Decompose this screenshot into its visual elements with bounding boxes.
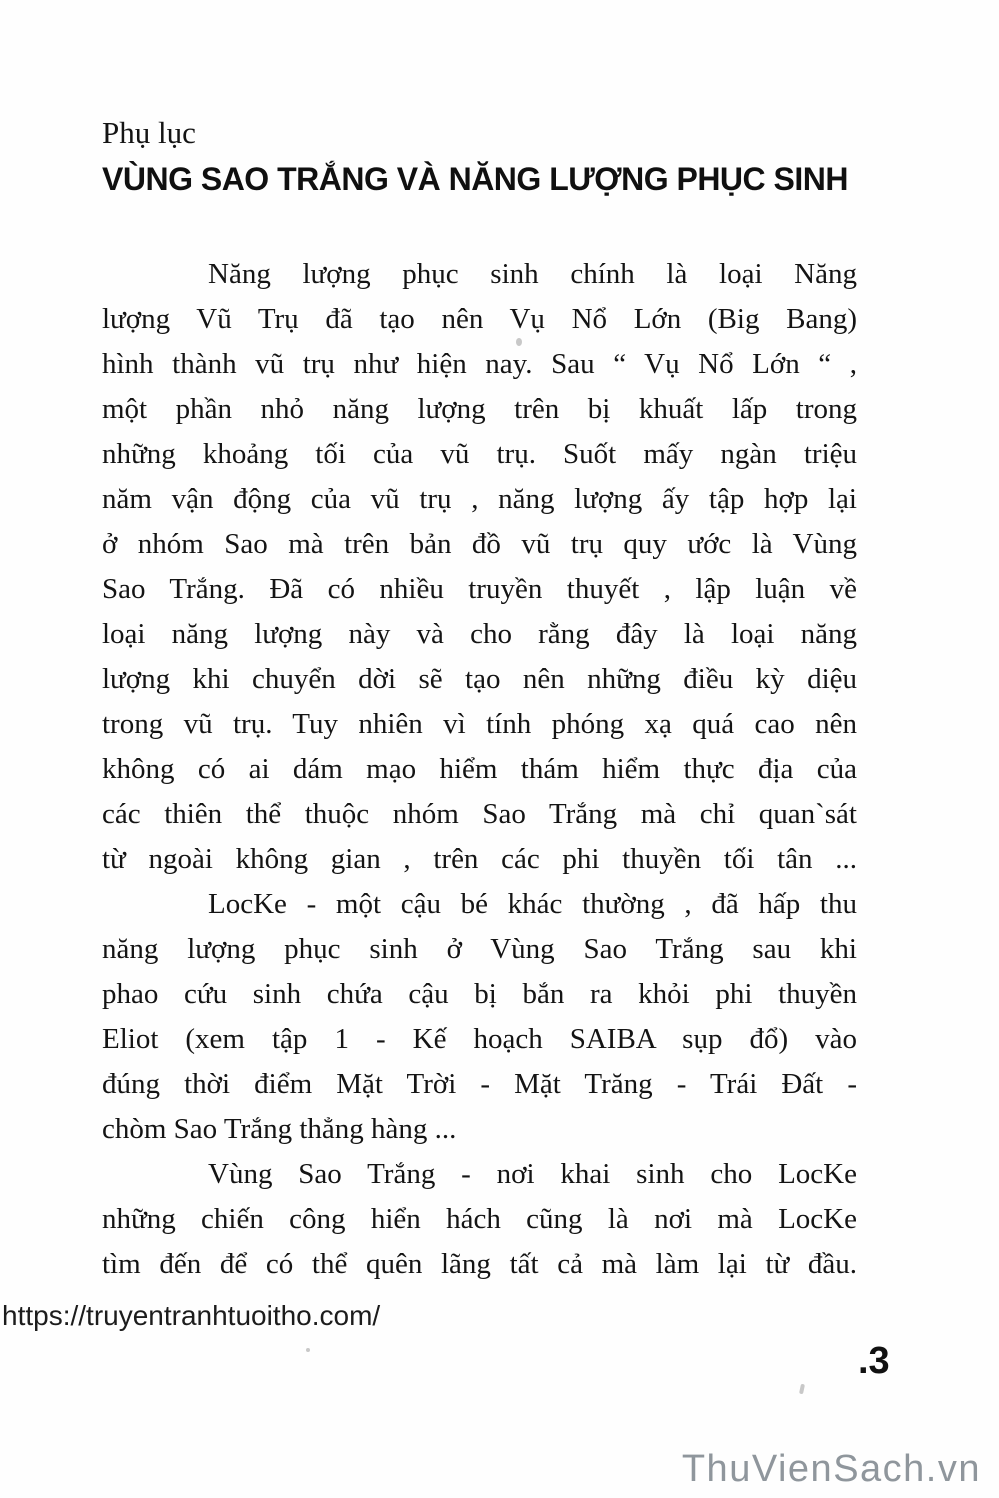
text-line: những khoảng tối của vũ trụ. Suốt mấy ngàn triệu — [102, 438, 857, 470]
section-label: Phụ lục — [102, 115, 196, 150]
text-line: lượng Vũ Trụ đã tạo nên Vụ Nổ Lớn (Big Bang) — [102, 303, 857, 335]
body-text — [102, 252, 857, 1287]
text-line: các thiên thể thuộc nhóm Sao Trắng mà chỉ quan`sát — [102, 798, 857, 830]
text-line: từ ngoài không gian , trên các phi thuyền tối tân ... — [102, 843, 857, 875]
page-content — [102, 112, 857, 1287]
text-line: Vùng Sao Trắng - nơi khai sinh cho LocKe — [208, 1158, 857, 1190]
text-line: LocKe - một cậu bé khác thường , đã hấp thu — [208, 888, 857, 920]
text-line: những chiến công hiển hách cũng là nơi mà LocKe — [102, 1203, 857, 1235]
text-line: Eliot (xem tập 1 - Kế hoạch SAIBA sụp đổ) vào — [102, 1023, 857, 1055]
scan-artifact — [799, 1384, 805, 1395]
text-line: tìm đến để có thể quên lãng tất cả mà làm lại từ đầu. — [102, 1248, 857, 1280]
text-line: năm vận động của vũ trụ , năng lượng ấy tập hợp lại — [102, 483, 857, 515]
text-line: hình thành vũ trụ như hiện nay. Sau “ Vụ Nổ Lớn “ , — [102, 348, 857, 380]
text-line: năng lượng phục sinh ở Vùng Sao Trắng sau khi — [102, 933, 857, 965]
scan-artifact — [306, 1348, 310, 1352]
page-number: .3 — [858, 1340, 890, 1382]
paragraph — [102, 882, 857, 1152]
text-line: loại năng lượng này và cho rằng đây là loại năng — [102, 618, 857, 650]
text-line: lượng khi chuyển dời sẽ tạo nên những điều kỳ diệu — [102, 663, 857, 695]
text-line: đúng thời điểm Mặt Trời - Mặt Trăng - Trái Đất - — [102, 1068, 857, 1100]
source-url-text: https://truyentranhtuoitho.com/ — [2, 1300, 381, 1331]
text-line: phao cứu sinh chứa cậu bị bắn ra khỏi phi thuyền — [102, 978, 857, 1010]
paragraph — [102, 252, 857, 882]
paragraph — [102, 1152, 857, 1287]
scan-artifact — [516, 338, 522, 346]
text-line: ở nhóm Sao mà trên bản đồ vũ trụ quy ước là Vùng — [102, 528, 857, 560]
text-line: trong vũ trụ. Tuy nhiên vì tính phóng xạ quá cao nên — [102, 708, 857, 740]
text-line: chòm Sao Trắng thẳng hàng ... — [102, 1113, 457, 1145]
text-line: Sao Trắng. Đã có nhiều truyền thuyết , lập luận về — [102, 573, 857, 605]
text-line: không có ai dám mạo hiểm thám hiểm thực địa của — [102, 753, 857, 785]
watermark-text: ThuVienSach.vn — [681, 1448, 981, 1490]
page-title: VÙNG SAO TRẮNG VÀ NĂNG LƯỢNG PHỤC SINH — [102, 161, 848, 197]
text-line: Năng lượng phục sinh chính là loại Năng — [208, 258, 857, 290]
text-line: một phần nhỏ năng lượng trên bị khuất lấp trong — [102, 393, 857, 425]
